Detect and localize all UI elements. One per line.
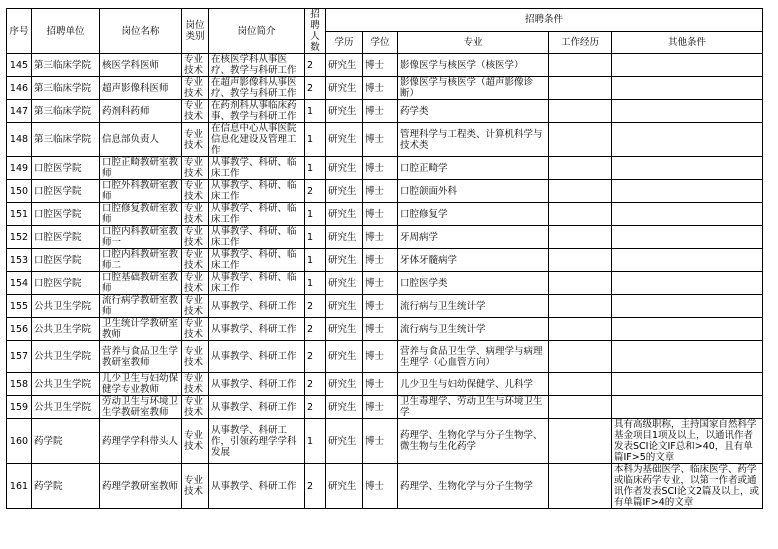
table-row xyxy=(7,249,763,272)
row-unit: 第三临床学院 xyxy=(32,123,100,157)
row-major: 口腔医学类 xyxy=(398,272,549,295)
row-other-conditions xyxy=(612,100,763,123)
row-number: 147 xyxy=(7,100,32,123)
row-intro: 从事教学、科研工作 xyxy=(209,396,305,419)
row-count: 2 xyxy=(305,180,326,203)
row-degree: 博士 xyxy=(363,341,398,373)
row-position: 药剂科药师 xyxy=(100,100,182,123)
row-number: 148 xyxy=(7,123,32,157)
row-degree: 博士 xyxy=(363,249,398,272)
row-count: 2 xyxy=(305,396,326,419)
row-count: 2 xyxy=(305,464,326,509)
row-major: 牙周病学 xyxy=(398,226,549,249)
row-education: 研究生 xyxy=(326,272,363,295)
header-intro: 岗位简介 xyxy=(209,9,305,54)
row-number: 145 xyxy=(7,54,32,77)
row-intro: 从事教学、科研工作 xyxy=(209,318,305,341)
row-other-conditions xyxy=(612,341,763,373)
row-other-conditions xyxy=(612,272,763,295)
row-unit: 公共卫生学院 xyxy=(32,318,100,341)
row-intro: 在超声影像科从事医疗、教学与科研工作 xyxy=(209,77,305,100)
row-number: 160 xyxy=(7,419,32,464)
row-major: 药学类 xyxy=(398,100,549,123)
row-degree: 博士 xyxy=(363,373,398,396)
row-position: 口腔修复教研室教师 xyxy=(100,203,182,226)
row-intro: 从事教学、科研工作 xyxy=(209,341,305,373)
row-major: 影像医学与核医学（核医学） xyxy=(398,54,549,77)
row-position: 劳动卫生与环境卫生学教研室教师 xyxy=(100,396,182,419)
row-intro: 从事教学、科研工作 xyxy=(209,295,305,318)
row-degree: 博士 xyxy=(363,396,398,419)
row-major: 口腔正畸学 xyxy=(398,157,549,180)
row-major: 口腔颌面外科 xyxy=(398,180,549,203)
header-degree: 学位 xyxy=(363,31,398,54)
row-education: 研究生 xyxy=(326,77,363,100)
row-degree: 博士 xyxy=(363,203,398,226)
row-major: 流行病与卫生统计学 xyxy=(398,318,549,341)
header-count: 招聘人数 xyxy=(305,9,326,54)
row-number: 156 xyxy=(7,318,32,341)
row-education: 研究生 xyxy=(326,226,363,249)
table-row xyxy=(7,272,763,295)
table-row xyxy=(7,295,763,318)
header-row-1 xyxy=(7,9,763,32)
row-other-conditions xyxy=(612,123,763,157)
table-row xyxy=(7,318,763,341)
row-experience xyxy=(549,54,612,77)
row-experience xyxy=(549,272,612,295)
row-experience xyxy=(549,123,612,157)
row-number: 146 xyxy=(7,77,32,100)
row-education: 研究生 xyxy=(326,157,363,180)
row-unit: 口腔医学院 xyxy=(32,272,100,295)
row-count: 2 xyxy=(305,318,326,341)
row-number: 154 xyxy=(7,272,32,295)
row-position: 药理学教研室教师 xyxy=(100,464,182,509)
row-experience xyxy=(549,396,612,419)
row-education: 研究生 xyxy=(326,373,363,396)
header-category: 岗位类别 xyxy=(182,9,209,54)
row-unit: 第三临床学院 xyxy=(32,100,100,123)
row-major: 药理学、生物化学与分子生物学、微生物与生化药学 xyxy=(398,419,549,464)
row-count: 1 xyxy=(305,419,326,464)
row-other-conditions xyxy=(612,396,763,419)
row-other-conditions xyxy=(612,373,763,396)
row-count: 1 xyxy=(305,272,326,295)
row-intro: 从事教学、科研、临床工作 xyxy=(209,249,305,272)
row-degree: 博士 xyxy=(363,295,398,318)
row-experience xyxy=(549,226,612,249)
row-category: 专业技术 xyxy=(182,341,209,373)
header-other: 其他条件 xyxy=(612,31,763,54)
header-major: 专业 xyxy=(398,31,549,54)
row-other-conditions xyxy=(612,249,763,272)
row-experience xyxy=(549,341,612,373)
row-unit: 口腔医学院 xyxy=(32,157,100,180)
row-unit: 口腔医学院 xyxy=(32,249,100,272)
row-unit: 药学院 xyxy=(32,419,100,464)
row-category: 专业技术 xyxy=(182,226,209,249)
header-unit: 招聘单位 xyxy=(32,9,100,54)
header-education: 学历 xyxy=(326,31,363,54)
row-category: 专业技术 xyxy=(182,100,209,123)
row-major: 药理学、生物化学与分子生物学 xyxy=(398,464,549,509)
row-position: 口腔外科教研室教师 xyxy=(100,180,182,203)
header-conditions: 招聘条件 xyxy=(326,9,763,32)
row-position: 口腔正畸教研室教师 xyxy=(100,157,182,180)
row-major: 口腔修复学 xyxy=(398,203,549,226)
row-education: 研究生 xyxy=(326,464,363,509)
row-category: 专业技术 xyxy=(182,180,209,203)
row-experience xyxy=(549,157,612,180)
row-count: 1 xyxy=(305,100,326,123)
row-position: 营养与食品卫生学教研室教师 xyxy=(100,341,182,373)
row-category: 专业技术 xyxy=(182,123,209,157)
row-intro: 从事教学、科研工作 xyxy=(209,373,305,396)
row-position: 药理学学科带头人 xyxy=(100,419,182,464)
row-number: 161 xyxy=(7,464,32,509)
row-degree: 博士 xyxy=(363,464,398,509)
table-row xyxy=(7,180,763,203)
row-count: 2 xyxy=(305,54,326,77)
row-category: 专业技术 xyxy=(182,373,209,396)
row-degree: 博士 xyxy=(363,180,398,203)
recruitment-table xyxy=(6,8,763,509)
row-major: 流行病与卫生统计学 xyxy=(398,295,549,318)
table-row xyxy=(7,77,763,100)
row-major: 管理科学与工程类、计算机科学与技术类 xyxy=(398,123,549,157)
table-row xyxy=(7,373,763,396)
row-experience xyxy=(549,249,612,272)
row-number: 150 xyxy=(7,180,32,203)
row-intro: 从事教学、科研、临床工作 xyxy=(209,272,305,295)
row-experience xyxy=(549,419,612,464)
row-education: 研究生 xyxy=(326,180,363,203)
table-row xyxy=(7,341,763,373)
row-unit: 药学院 xyxy=(32,464,100,509)
row-education: 研究生 xyxy=(326,54,363,77)
row-intro: 在药剂科从事临床药事、教学与科研工作 xyxy=(209,100,305,123)
row-intro: 从事教学、科研、临床工作 xyxy=(209,203,305,226)
row-number: 155 xyxy=(7,295,32,318)
row-category: 专业技术 xyxy=(182,157,209,180)
row-unit: 口腔医学院 xyxy=(32,226,100,249)
table-body xyxy=(7,54,763,509)
table-row xyxy=(7,396,763,419)
row-category: 专业技术 xyxy=(182,77,209,100)
row-major: 营养与食品卫生学、病理学与病理生理学（心血管方向） xyxy=(398,341,549,373)
row-other-conditions xyxy=(612,180,763,203)
row-education: 研究生 xyxy=(326,249,363,272)
row-intro: 在核医学科从事医疗、教学与科研工作 xyxy=(209,54,305,77)
row-unit: 公共卫生学院 xyxy=(32,396,100,419)
table-row xyxy=(7,419,763,464)
row-count: 2 xyxy=(305,341,326,373)
header-experience: 工作经历 xyxy=(549,31,612,54)
row-position: 口腔内科教研室教师一 xyxy=(100,226,182,249)
row-number: 157 xyxy=(7,341,32,373)
row-other-conditions xyxy=(612,318,763,341)
row-degree: 博士 xyxy=(363,100,398,123)
row-position: 信息部负责人 xyxy=(100,123,182,157)
row-unit: 公共卫生学院 xyxy=(32,373,100,396)
row-other-conditions xyxy=(612,203,763,226)
row-major: 牙体牙髓病学 xyxy=(398,249,549,272)
row-number: 159 xyxy=(7,396,32,419)
row-other-conditions: 具有高级职称，主持国家自然科学基金项目1项及以上，以通讯作者发表SCI论文IF总和>40，且有单篇IF>5的文章 xyxy=(612,419,763,464)
row-education: 研究生 xyxy=(326,203,363,226)
row-degree: 博士 xyxy=(363,77,398,100)
row-major: 卫生毒理学、劳动卫生与环境卫生学 xyxy=(398,396,549,419)
row-category: 专业技术 xyxy=(182,318,209,341)
row-degree: 博士 xyxy=(363,419,398,464)
row-unit: 口腔医学院 xyxy=(32,203,100,226)
row-number: 152 xyxy=(7,226,32,249)
row-other-conditions xyxy=(612,54,763,77)
table-row xyxy=(7,464,763,509)
row-education: 研究生 xyxy=(326,318,363,341)
row-category: 专业技术 xyxy=(182,54,209,77)
row-unit: 口腔医学院 xyxy=(32,180,100,203)
row-count: 1 xyxy=(305,249,326,272)
row-intro: 从事教学、科研、临床工作 xyxy=(209,226,305,249)
row-category: 专业技术 xyxy=(182,419,209,464)
row-count: 1 xyxy=(305,203,326,226)
row-count: 2 xyxy=(305,77,326,100)
row-experience xyxy=(549,373,612,396)
row-unit: 第三临床学院 xyxy=(32,77,100,100)
row-unit: 公共卫生学院 xyxy=(32,295,100,318)
recruitment-table-sheet xyxy=(6,8,763,509)
row-position: 流行病学教研室教师 xyxy=(100,295,182,318)
row-category: 专业技术 xyxy=(182,272,209,295)
row-experience xyxy=(549,180,612,203)
table-row xyxy=(7,157,763,180)
table-row xyxy=(7,203,763,226)
row-degree: 博士 xyxy=(363,318,398,341)
row-degree: 博士 xyxy=(363,54,398,77)
row-intro: 在信息中心从事医院信息化建设及管理工作 xyxy=(209,123,305,157)
row-experience xyxy=(549,203,612,226)
row-experience xyxy=(549,295,612,318)
row-number: 149 xyxy=(7,157,32,180)
row-degree: 博士 xyxy=(363,272,398,295)
row-position: 口腔基础教研室教师 xyxy=(100,272,182,295)
row-other-conditions xyxy=(612,157,763,180)
row-experience xyxy=(549,318,612,341)
row-position: 儿少卫生与妇幼保健学专业教师 xyxy=(100,373,182,396)
row-count: 1 xyxy=(305,157,326,180)
row-number: 151 xyxy=(7,203,32,226)
row-experience xyxy=(549,77,612,100)
row-other-conditions: 本科为基础医学、临床医学、药学或临床药学专业，以第一作者或通讯作者发表SCI论文2篇及以上，或有单篇IF>4的文章 xyxy=(612,464,763,509)
row-count: 1 xyxy=(305,123,326,157)
row-education: 研究生 xyxy=(326,123,363,157)
row-unit: 第三临床学院 xyxy=(32,54,100,77)
row-number: 158 xyxy=(7,373,32,396)
table-row xyxy=(7,123,763,157)
table-row xyxy=(7,100,763,123)
row-education: 研究生 xyxy=(326,295,363,318)
row-count: 2 xyxy=(305,295,326,318)
row-education: 研究生 xyxy=(326,100,363,123)
table-row xyxy=(7,226,763,249)
row-experience xyxy=(549,464,612,509)
table-row xyxy=(7,54,763,77)
row-intro: 从事教学、科研、临床工作 xyxy=(209,157,305,180)
row-category: 专业技术 xyxy=(182,396,209,419)
row-count: 1 xyxy=(305,226,326,249)
row-education: 研究生 xyxy=(326,419,363,464)
row-category: 专业技术 xyxy=(182,203,209,226)
row-count: 2 xyxy=(305,373,326,396)
row-category: 专业技术 xyxy=(182,249,209,272)
row-education: 研究生 xyxy=(326,341,363,373)
row-other-conditions xyxy=(612,77,763,100)
header-no: 序号 xyxy=(7,9,32,54)
row-intro: 从事教学、科研工作，引领药理学学科发展 xyxy=(209,419,305,464)
row-degree: 博士 xyxy=(363,157,398,180)
row-other-conditions xyxy=(612,226,763,249)
row-position: 超声影像科医师 xyxy=(100,77,182,100)
row-degree: 博士 xyxy=(363,226,398,249)
row-position: 核医学科医师 xyxy=(100,54,182,77)
row-category: 专业技术 xyxy=(182,464,209,509)
header-position: 岗位名称 xyxy=(100,9,182,54)
row-category: 专业技术 xyxy=(182,295,209,318)
row-degree: 博士 xyxy=(363,123,398,157)
row-education: 研究生 xyxy=(326,396,363,419)
row-unit: 公共卫生学院 xyxy=(32,341,100,373)
row-other-conditions xyxy=(612,295,763,318)
row-intro: 从事教学、科研、临床工作 xyxy=(209,180,305,203)
row-experience xyxy=(549,100,612,123)
row-position: 卫生统计学教研室教师 xyxy=(100,318,182,341)
row-number: 153 xyxy=(7,249,32,272)
row-position: 口腔内科教研室教师二 xyxy=(100,249,182,272)
row-intro: 从事教学、科研工作 xyxy=(209,464,305,509)
row-major: 儿少卫生与妇幼保健学、儿科学 xyxy=(398,373,549,396)
row-major: 影像医学与核医学（超声影像诊断） xyxy=(398,77,549,100)
